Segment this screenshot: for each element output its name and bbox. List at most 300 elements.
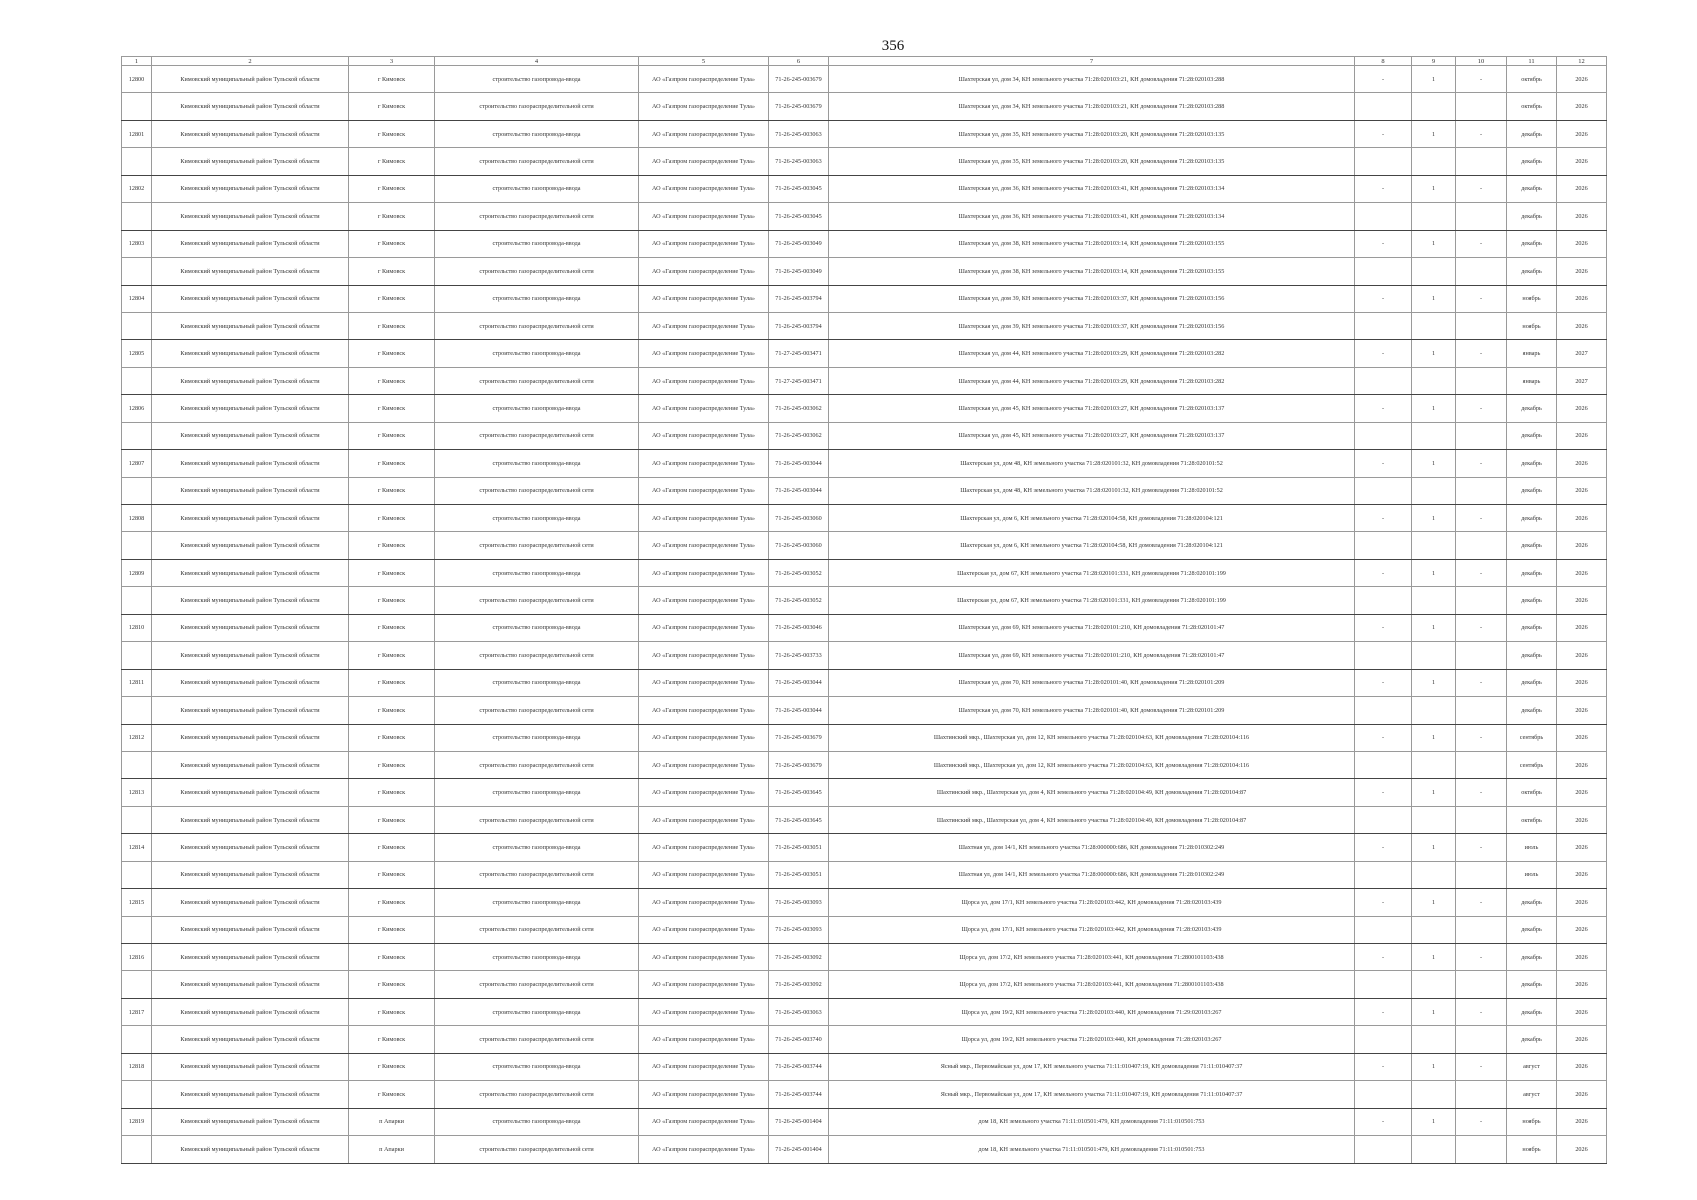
month-cell: июль <box>1507 834 1557 861</box>
address-cell: Шахтная ул, дом 14/1, КН земельного участка 71:28:000000:686, КН домовладения 71:28:010302:249 <box>829 861 1355 888</box>
row-number: 12801 <box>122 120 152 147</box>
col9-cell: 1 <box>1412 889 1456 916</box>
table-row <box>122 587 1607 614</box>
locality-cell: г Кимовск <box>349 230 435 257</box>
month-cell: декабрь <box>1507 258 1557 285</box>
row-number: 12812 <box>122 724 152 751</box>
month-cell: декабрь <box>1507 505 1557 532</box>
col9-cell <box>1412 422 1456 449</box>
col10-cell: - <box>1456 889 1507 916</box>
col8-cell <box>1355 422 1412 449</box>
code-cell: 71-26-245-003794 <box>769 312 829 339</box>
year-cell: 2026 <box>1557 203 1607 230</box>
month-cell: август <box>1507 1053 1557 1080</box>
district-cell: Кимовский муниципальный район Тульской области <box>152 422 349 449</box>
locality-cell: г Кимовск <box>349 971 435 998</box>
col10-cell: - <box>1456 944 1507 971</box>
code-cell: 71-26-245-003045 <box>769 203 829 230</box>
year-cell: 2026 <box>1557 944 1607 971</box>
month-cell: декабрь <box>1507 450 1557 477</box>
organization-cell: АО «Газпром газораспределение Тула» <box>639 1136 769 1163</box>
district-cell: Кимовский муниципальный район Тульской области <box>152 175 349 202</box>
month-cell: декабрь <box>1507 889 1557 916</box>
address-cell: Шахтинский мкр., Шахтерская ул, дом 12, КН земельного участка 71:28:020104:63, КН домовладения 71:28:020104:116 <box>829 751 1355 778</box>
month-cell: декабрь <box>1507 148 1557 175</box>
year-cell: 2026 <box>1557 779 1607 806</box>
col10-cell <box>1456 148 1507 175</box>
month-cell: ноябрь <box>1507 1136 1557 1163</box>
col8-cell <box>1355 477 1412 504</box>
year-cell: 2026 <box>1557 532 1607 559</box>
organization-cell: АО «Газпром газораспределение Тула» <box>639 834 769 861</box>
address-cell: дом 18, КН земельного участка 71:11:010501:479, КН домовладения 71:11:010501:753 <box>829 1108 1355 1135</box>
table-row <box>122 285 1607 312</box>
work-type-cell: строительство газопровода-ввода <box>435 779 639 806</box>
col9-cell: 1 <box>1412 120 1456 147</box>
district-cell: Кимовский муниципальный район Тульской области <box>152 66 349 93</box>
code-cell: 71-26-245-003679 <box>769 751 829 778</box>
locality-cell: г Кимовск <box>349 422 435 449</box>
col10-cell <box>1456 367 1507 394</box>
col9-cell <box>1412 1026 1456 1053</box>
year-cell: 2026 <box>1557 998 1607 1025</box>
row-number: 12800 <box>122 66 152 93</box>
locality-cell: г Кимовск <box>349 1053 435 1080</box>
col9-cell <box>1412 806 1456 833</box>
column-header-9: 9 <box>1412 57 1456 66</box>
row-number: 12816 <box>122 944 152 971</box>
district-cell: Кимовский муниципальный район Тульской области <box>152 614 349 641</box>
work-type-cell: строительство газораспределительной сети <box>435 587 639 614</box>
month-cell: декабрь <box>1507 422 1557 449</box>
address-cell: Щорса ул, дом 17/1, КН земельного участка 71:28:020103:442, КН домовладения 71:28:020103:439 <box>829 889 1355 916</box>
code-cell: 71-26-245-003052 <box>769 587 829 614</box>
col8-cell <box>1355 1081 1412 1108</box>
table-row <box>122 889 1607 916</box>
work-type-cell: строительство газопровода-ввода <box>435 66 639 93</box>
organization-cell: АО «Газпром газораспределение Тула» <box>639 532 769 559</box>
organization-cell: АО «Газпром газораспределение Тула» <box>639 1026 769 1053</box>
organization-cell: АО «Газпром газораспределение Тула» <box>639 120 769 147</box>
col9-cell: 1 <box>1412 669 1456 696</box>
year-cell: 2026 <box>1557 120 1607 147</box>
month-cell: ноябрь <box>1507 1108 1557 1135</box>
locality-cell: г Кимовск <box>349 724 435 751</box>
year-cell: 2026 <box>1557 889 1607 916</box>
year-cell: 2026 <box>1557 1136 1607 1163</box>
column-header-12: 12 <box>1557 57 1607 66</box>
locality-cell: г Кимовск <box>349 148 435 175</box>
district-cell: Кимовский муниципальный район Тульской области <box>152 450 349 477</box>
district-cell: Кимовский муниципальный район Тульской области <box>152 724 349 751</box>
locality-cell: г Кимовск <box>349 340 435 367</box>
page-number: 356 <box>881 38 905 54</box>
organization-cell: АО «Газпром газораспределение Тула» <box>639 889 769 916</box>
address-cell: Шахтерская ул, дом 35, КН земельного участка 71:28:020103:20, КН домовладения 71:28:020103:135 <box>829 120 1355 147</box>
code-cell: 71-26-245-003044 <box>769 450 829 477</box>
table-row <box>122 779 1607 806</box>
col8-cell: - <box>1355 230 1412 257</box>
col9-cell <box>1412 1081 1456 1108</box>
row-number <box>122 148 152 175</box>
organization-cell: АО «Газпром газораспределение Тула» <box>639 477 769 504</box>
row-number <box>122 861 152 888</box>
col9-cell: 1 <box>1412 450 1456 477</box>
work-type-cell: строительство газораспределительной сети <box>435 751 639 778</box>
col10-cell <box>1456 642 1507 669</box>
row-number: 12818 <box>122 1053 152 1080</box>
district-cell: Кимовский муниципальный район Тульской области <box>152 532 349 559</box>
organization-cell: АО «Газпром газораспределение Тула» <box>639 203 769 230</box>
work-type-cell: строительство газопровода-ввода <box>435 505 639 532</box>
work-type-cell: строительство газопровода-ввода <box>435 724 639 751</box>
code-cell: 71-26-245-003049 <box>769 230 829 257</box>
code-cell: 71-26-245-003063 <box>769 998 829 1025</box>
month-cell: декабрь <box>1507 203 1557 230</box>
locality-cell: г Кимовск <box>349 559 435 586</box>
locality-cell: г Кимовск <box>349 587 435 614</box>
col8-cell <box>1355 806 1412 833</box>
col9-cell <box>1412 587 1456 614</box>
organization-cell: АО «Газпром газораспределение Тула» <box>639 1053 769 1080</box>
table-row <box>122 998 1607 1025</box>
work-type-cell: строительство газораспределительной сети <box>435 258 639 285</box>
row-number: 12805 <box>122 340 152 367</box>
col9-cell: 1 <box>1412 779 1456 806</box>
column-header-6: 6 <box>769 57 829 66</box>
row-number: 12810 <box>122 614 152 641</box>
locality-cell: г Кимовск <box>349 450 435 477</box>
table-row <box>122 230 1607 257</box>
code-cell: 71-26-245-003645 <box>769 806 829 833</box>
year-cell: 2026 <box>1557 697 1607 724</box>
district-cell: Кимовский муниципальный район Тульской области <box>152 120 349 147</box>
col10-cell <box>1456 971 1507 998</box>
work-type-cell: строительство газопровода-ввода <box>435 889 639 916</box>
month-cell: декабрь <box>1507 998 1557 1025</box>
column-header-1: 1 <box>122 57 152 66</box>
col10-cell <box>1456 422 1507 449</box>
district-cell: Кимовский муниципальный район Тульской области <box>152 916 349 943</box>
address-cell: Шахтерская ул, дом 39, КН земельного участка 71:28:020103:37, КН домовладения 71:28:020103:156 <box>829 312 1355 339</box>
locality-cell: г Кимовск <box>349 916 435 943</box>
table-row <box>122 944 1607 971</box>
col9-cell <box>1412 1136 1456 1163</box>
col8-cell <box>1355 367 1412 394</box>
year-cell: 2026 <box>1557 422 1607 449</box>
district-cell: Кимовский муниципальный район Тульской области <box>152 505 349 532</box>
col8-cell <box>1355 258 1412 285</box>
work-type-cell: строительство газораспределительной сети <box>435 532 639 559</box>
district-cell: Кимовский муниципальный район Тульской области <box>152 889 349 916</box>
col10-cell <box>1456 477 1507 504</box>
month-cell: декабрь <box>1507 697 1557 724</box>
month-cell: июль <box>1507 861 1557 888</box>
col10-cell: - <box>1456 724 1507 751</box>
code-cell: 71-26-245-003744 <box>769 1053 829 1080</box>
code-cell: 71-26-245-003092 <box>769 971 829 998</box>
work-type-cell: строительство газораспределительной сети <box>435 916 639 943</box>
address-cell: Шахтерская ул, дом 39, КН земельного участка 71:28:020103:37, КН домовладения 71:28:020103:156 <box>829 285 1355 312</box>
work-type-cell: строительство газораспределительной сети <box>435 1136 639 1163</box>
locality-cell: г Кимовск <box>349 834 435 861</box>
locality-cell: г Кимовск <box>349 751 435 778</box>
month-cell: декабрь <box>1507 230 1557 257</box>
work-type-cell: строительство газопровода-ввода <box>435 395 639 422</box>
code-cell: 71-26-245-003062 <box>769 422 829 449</box>
organization-cell: АО «Газпром газораспределение Тула» <box>639 175 769 202</box>
row-number: 12809 <box>122 559 152 586</box>
district-cell: Кимовский муниципальный район Тульской области <box>152 751 349 778</box>
year-cell: 2026 <box>1557 1026 1607 1053</box>
locality-cell: г Кимовск <box>349 614 435 641</box>
col9-cell <box>1412 697 1456 724</box>
code-cell: 71-26-245-003046 <box>769 614 829 641</box>
col10-cell <box>1456 751 1507 778</box>
work-type-cell: строительство газопровода-ввода <box>435 944 639 971</box>
col10-cell: - <box>1456 505 1507 532</box>
district-cell: Кимовский муниципальный район Тульской области <box>152 1108 349 1135</box>
district-cell: Кимовский муниципальный район Тульской области <box>152 669 349 696</box>
col9-cell: 1 <box>1412 724 1456 751</box>
work-type-cell: строительство газораспределительной сети <box>435 806 639 833</box>
address-cell: Шахтерская ул, дом 36, КН земельного участка 71:28:020103:41, КН домовладения 71:28:020103:134 <box>829 203 1355 230</box>
col8-cell: - <box>1355 285 1412 312</box>
address-cell: Щорса ул, дом 19/2, КН земельного участка 71:28:020103:440, КН домовладения 71:28:020103:267 <box>829 1026 1355 1053</box>
col8-cell <box>1355 532 1412 559</box>
table-row <box>122 422 1607 449</box>
month-cell: январь <box>1507 367 1557 394</box>
col9-cell <box>1412 751 1456 778</box>
col8-cell: - <box>1355 1108 1412 1135</box>
col8-cell <box>1355 312 1412 339</box>
col8-cell: - <box>1355 834 1412 861</box>
col8-cell: - <box>1355 669 1412 696</box>
col9-cell <box>1412 148 1456 175</box>
col10-cell: - <box>1456 395 1507 422</box>
month-cell: октябрь <box>1507 806 1557 833</box>
col9-cell <box>1412 93 1456 120</box>
organization-cell: АО «Газпром газораспределение Тула» <box>639 450 769 477</box>
address-cell: Шахтинский мкр., Шахтерская ул, дом 4, КН земельного участка 71:28:020104:49, КН домовладения 71:28:020104:87 <box>829 806 1355 833</box>
district-cell: Кимовский муниципальный район Тульской области <box>152 1053 349 1080</box>
row-number: 12813 <box>122 779 152 806</box>
table-row <box>122 697 1607 724</box>
organization-cell: АО «Газпром газораспределение Тула» <box>639 367 769 394</box>
work-type-cell: строительство газопровода-ввода <box>435 1108 639 1135</box>
year-cell: 2026 <box>1557 505 1607 532</box>
table-row <box>122 367 1607 394</box>
table-row <box>122 669 1607 696</box>
organization-cell: АО «Газпром газораспределение Тула» <box>639 1081 769 1108</box>
col8-cell: - <box>1355 889 1412 916</box>
address-cell: Шахтерская ул, дом 48, КН земельного участка 71:28:020101:32, КН домовладения 71:28:020101:52 <box>829 477 1355 504</box>
col10-cell <box>1456 258 1507 285</box>
year-cell: 2026 <box>1557 806 1607 833</box>
month-cell: сентябрь <box>1507 751 1557 778</box>
col8-cell: - <box>1355 998 1412 1025</box>
table-row <box>122 175 1607 202</box>
work-type-cell: строительство газопровода-ввода <box>435 669 639 696</box>
district-cell: Кимовский муниципальный район Тульской области <box>152 834 349 861</box>
month-cell: декабрь <box>1507 587 1557 614</box>
column-header-11: 11 <box>1507 57 1557 66</box>
locality-cell: г Кимовск <box>349 806 435 833</box>
row-number <box>122 1026 152 1053</box>
col10-cell <box>1456 203 1507 230</box>
col10-cell: - <box>1456 285 1507 312</box>
col8-cell <box>1355 1026 1412 1053</box>
col9-cell: 1 <box>1412 175 1456 202</box>
month-cell: декабрь <box>1507 669 1557 696</box>
col8-cell: - <box>1355 340 1412 367</box>
row-number <box>122 367 152 394</box>
organization-cell: АО «Газпром газораспределение Тула» <box>639 66 769 93</box>
month-cell: декабрь <box>1507 642 1557 669</box>
col9-cell: 1 <box>1412 340 1456 367</box>
col9-cell: 1 <box>1412 1053 1456 1080</box>
organization-cell: АО «Газпром газораспределение Тула» <box>639 916 769 943</box>
month-cell: ноябрь <box>1507 285 1557 312</box>
code-cell: 71-26-245-003049 <box>769 258 829 285</box>
code-cell: 71-26-245-003679 <box>769 724 829 751</box>
row-number: 12817 <box>122 998 152 1025</box>
work-type-cell: строительство газораспределительной сети <box>435 971 639 998</box>
col10-cell: - <box>1456 834 1507 861</box>
code-cell: 71-26-245-003679 <box>769 93 829 120</box>
table-row <box>122 532 1607 559</box>
address-cell: Шахтерская ул, дом 45, КН земельного участка 71:28:020103:27, КН домовладения 71:28:020103:137 <box>829 395 1355 422</box>
code-cell: 71-27-245-003471 <box>769 367 829 394</box>
row-number: 12819 <box>122 1108 152 1135</box>
district-cell: Кимовский муниципальный район Тульской области <box>152 587 349 614</box>
table-row <box>122 505 1607 532</box>
col10-cell <box>1456 1081 1507 1108</box>
table-row <box>122 806 1607 833</box>
col8-cell: - <box>1355 395 1412 422</box>
organization-cell: АО «Газпром газораспределение Тула» <box>639 258 769 285</box>
col10-cell: - <box>1456 450 1507 477</box>
district-cell: Кимовский муниципальный район Тульской области <box>152 395 349 422</box>
table-row <box>122 258 1607 285</box>
address-cell: дом 18, КН земельного участка 71:11:010501:479, КН домовладения 71:11:010501:753 <box>829 1136 1355 1163</box>
col8-cell <box>1355 587 1412 614</box>
col9-cell <box>1412 312 1456 339</box>
locality-cell: г Кимовск <box>349 258 435 285</box>
address-cell: Шахтерская ул, дом 67, КН земельного участка 71:28:020101:331, КН домовладения 71:28:020101:199 <box>829 587 1355 614</box>
table-row <box>122 477 1607 504</box>
work-type-cell: строительство газораспределительной сети <box>435 203 639 230</box>
code-cell: 71-26-245-003060 <box>769 505 829 532</box>
month-cell: октябрь <box>1507 66 1557 93</box>
month-cell: декабрь <box>1507 614 1557 641</box>
table-row <box>122 93 1607 120</box>
work-type-cell: строительство газораспределительной сети <box>435 93 639 120</box>
col10-cell <box>1456 312 1507 339</box>
row-number: 12806 <box>122 395 152 422</box>
organization-cell: АО «Газпром газораспределение Тула» <box>639 587 769 614</box>
year-cell: 2026 <box>1557 1053 1607 1080</box>
code-cell: 71-26-245-003060 <box>769 532 829 559</box>
year-cell: 2026 <box>1557 834 1607 861</box>
col10-cell <box>1456 697 1507 724</box>
col8-cell: - <box>1355 1053 1412 1080</box>
col8-cell: - <box>1355 66 1412 93</box>
organization-cell: АО «Газпром газораспределение Тула» <box>639 724 769 751</box>
col8-cell: - <box>1355 614 1412 641</box>
district-cell: Кимовский муниципальный район Тульской области <box>152 1136 349 1163</box>
organization-cell: АО «Газпром газораспределение Тула» <box>639 806 769 833</box>
organization-cell: АО «Газпром газораспределение Тула» <box>639 285 769 312</box>
col10-cell: - <box>1456 340 1507 367</box>
year-cell: 2026 <box>1557 916 1607 943</box>
row-number: 12814 <box>122 834 152 861</box>
district-cell: Кимовский муниципальный район Тульской области <box>152 861 349 888</box>
work-type-cell: строительство газораспределительной сети <box>435 367 639 394</box>
code-cell: 71-26-245-003093 <box>769 916 829 943</box>
row-number <box>122 697 152 724</box>
organization-cell: АО «Газпром газораспределение Тула» <box>639 395 769 422</box>
address-cell: Щорса ул, дом 17/1, КН земельного участка 71:28:020103:442, КН домовладения 71:28:020103:439 <box>829 916 1355 943</box>
code-cell: 71-26-245-003092 <box>769 944 829 971</box>
table-row <box>122 916 1607 943</box>
col8-cell <box>1355 203 1412 230</box>
col9-cell: 1 <box>1412 230 1456 257</box>
organization-cell: АО «Газпром газораспределение Тула» <box>639 861 769 888</box>
column-header-8: 8 <box>1355 57 1412 66</box>
work-type-cell: строительство газопровода-ввода <box>435 175 639 202</box>
locality-cell: г Кимовск <box>349 395 435 422</box>
address-cell: Щорса ул, дом 17/2, КН земельного участка 71:28:020103:441, КН домовладения 71:2800101103:438 <box>829 971 1355 998</box>
address-cell: Шахтерская ул, дом 48, КН земельного участка 71:28:020101:32, КН домовладения 71:28:020101:52 <box>829 450 1355 477</box>
row-number <box>122 1136 152 1163</box>
address-cell: Шахтерская ул, дом 38, КН земельного участка 71:28:020103:14, КН домовладения 71:28:020103:155 <box>829 230 1355 257</box>
locality-cell: г Кимовск <box>349 889 435 916</box>
col9-cell <box>1412 642 1456 669</box>
address-cell: Шахтерская ул, дом 6, КН земельного участка 71:28:020104:58, КН домовладения 71:28:020104:121 <box>829 505 1355 532</box>
col10-cell: - <box>1456 66 1507 93</box>
col9-cell: 1 <box>1412 614 1456 641</box>
locality-cell: г Кимовск <box>349 367 435 394</box>
address-cell: Шахтерская ул, дом 38, КН земельного участка 71:28:020103:14, КН домовладения 71:28:020103:155 <box>829 258 1355 285</box>
locality-cell: г Кимовск <box>349 779 435 806</box>
organization-cell: АО «Газпром газораспределение Тула» <box>639 751 769 778</box>
year-cell: 2026 <box>1557 477 1607 504</box>
year-cell: 2026 <box>1557 861 1607 888</box>
code-cell: 71-27-245-003471 <box>769 340 829 367</box>
district-cell: Кимовский муниципальный район Тульской области <box>152 340 349 367</box>
row-number: 12802 <box>122 175 152 202</box>
col8-cell <box>1355 861 1412 888</box>
col8-cell <box>1355 697 1412 724</box>
month-cell: декабрь <box>1507 395 1557 422</box>
work-type-cell: строительство газопровода-ввода <box>435 998 639 1025</box>
table-row <box>122 1053 1607 1080</box>
row-number: 12811 <box>122 669 152 696</box>
year-cell: 2027 <box>1557 367 1607 394</box>
table-row <box>122 1026 1607 1053</box>
code-cell: 71-26-245-003051 <box>769 861 829 888</box>
month-cell: декабрь <box>1507 477 1557 504</box>
district-cell: Кимовский муниципальный район Тульской области <box>152 1026 349 1053</box>
district-cell: Кимовский муниципальный район Тульской области <box>152 971 349 998</box>
address-cell: Шахтинский мкр., Шахтерская ул, дом 4, КН земельного участка 71:28:020104:49, КН домовладения 71:28:020104:87 <box>829 779 1355 806</box>
year-cell: 2026 <box>1557 642 1607 669</box>
table-row <box>122 1136 1607 1163</box>
district-cell: Кимовский муниципальный район Тульской области <box>152 1081 349 1108</box>
locality-cell: г Кимовск <box>349 93 435 120</box>
year-cell: 2026 <box>1557 559 1607 586</box>
